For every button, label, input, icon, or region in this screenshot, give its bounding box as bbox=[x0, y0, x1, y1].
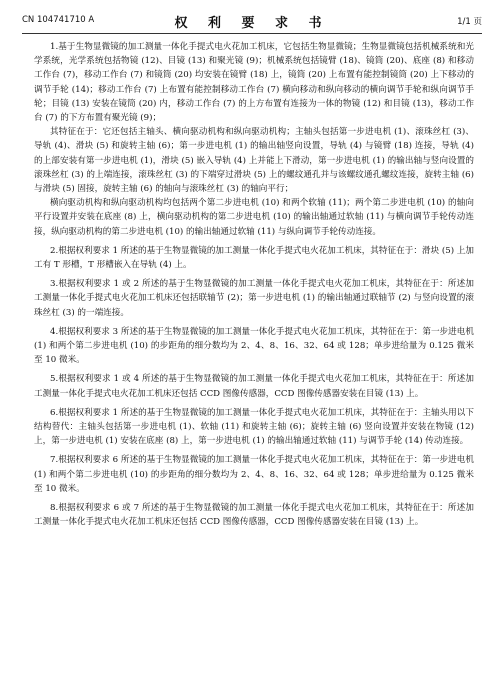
claim-5: 5.根据权利要求 1 或 4 所述的基于生物显微镜的加工测量一体化手提式电火花加工机床，其特征在于：所述加工测量一体化手提式电火花加工机床还包括 CCD 图像传感器，CCD 图像传感器安装在目镜 (13) 上。 bbox=[34, 374, 474, 399]
claim-1-drive-mechanism: 横向驱动机构和纵向驱动机构均包括两个第二步进电机 (10) 和两个软轴 (11)；两个第二步进电机 (10) 的轴向平行设置并安装在底座 (8) 上，横向驱动机构的第二步进电机 (10) 的输出轴通过软轴 (11) 与横向调节手轮传动连接，纵向驱动机构的第二步进电机 (10) 的输出轴通过软轴 (11) 与纵向调节手轮传动连接。 bbox=[34, 198, 474, 237]
claim-1-preamble: 1.基于生物显微镜的加工测量一体化手提式电火花加工机床，它包括生物显微镜；生物显微镜包括机械系统和光学系统，光学系统包括物镜 (12)、目镜 (13) 和聚光镜 (9)；机械系统包括镜臂 (18)、镜筒 (20)、底座 (8) 和移动工作台 (7)，移动工作台 (7) 和镜筒 (20) 均安装在镜臂 (18) 上，镜筒 (20) 上布置有能控制镜筒 (20) 上下移动的调节手轮 (14)；移动工作台 (7) 上布置有能控制移动工作台 (7) 横向移动和纵向移动的横向调节手轮和纵向调节手轮；目镜 (13) 安装在镜筒 (20) 内，移动工作台 (7) 的上方布置有连接为一体的物镜 (12) 和目镜 (13)，移动工作台 (7) 的下方布置有聚光镜 (9)； bbox=[34, 42, 474, 124]
claim-3: 3.根据权利要求 1 或 2 所述的基于生物显微镜的加工测量一体化手提式电火花加工机床，其特征在于：所述加工测量一体化手提式电火花加工机床还包括联轴节 (2)；第一步进电机 (1) 的输出轴通过联轴节 (2) 与竖向设置的滚珠丝杠 (3) 的一端连接。 bbox=[34, 279, 474, 318]
header-divider bbox=[22, 33, 482, 34]
claim-7: 7.根据权利要求 6 所述的基于生物显微镜的加工测量一体化手提式电火花加工机床，其特征在于：第一步进电机 (1) 和两个第二步进电机 (10) 的步距角的细分数均为 2、4、8、16、32、64 或 128；单步进给量为 0.125 微米至 10 微米。 bbox=[34, 455, 474, 494]
document-number: CN 104741710 A bbox=[22, 15, 95, 25]
claim-8: 8.根据权利要求 6 或 7 所述的基于生物显微镜的加工测量一体化手提式电火花加工机床，其特征在于：所述加工测量一体化手提式电火花加工机床还包括 CCD 图像传感器，CCD 图像传感器安装在目镜 (13) 上。 bbox=[34, 503, 474, 528]
page-header bbox=[22, 12, 482, 30]
claim-4: 4.根据权利要求 3 所述的基于生物显微镜的加工测量一体化手提式电火花加工机床，其特征在于：第一步进电机 (1) 和两个第二步进电机 (10) 的步距角的细分数均为 2、4、8、16、32、64 或 128；单步进给量为 0.125 微米至 10 微米。 bbox=[34, 326, 474, 366]
document-title: 权 利 要 求 书 bbox=[174, 16, 330, 31]
claim-1-characterizing: 其特征在于：它还包括主轴头、横向驱动机构和纵向驱动机构；主轴头包括第一步进电机 (1)、滚珠丝杠 (3)、导轨 (4)、滑块 (5) 和旋转主轴 (6)；第一步进电机 (1) 的输出轴竖向设置，导轨 (4) 与镜臂 (18) 连接，导轨 (4) 的上部安装有第一步进电机 (1)，滑块 (5) 嵌入导轨 (4) 上并能上下滑动，第一步进电机 (1) 的输出轴与竖向设置的滚珠丝杠 (3) 的上端连接，滚珠丝杠 (3) 的下端穿过滑块 (5) 上的螺纹通孔并与该螺纹通孔螺纹连接，旋转主轴 (6) 与滑块 (5) 固接，旋转主轴 (6) 的轴向与滚珠丝杠 (3) 的轴向平行； bbox=[34, 127, 474, 195]
claim-6: 6.根据权利要求 1 所述的基于生物显微镜的加工测量一体化手提式电火花加工机床，其特征在于：主轴头用以下结构替代：主轴头包括第一步进电机 (1)、软轴 (11) 和旋转主轴 (6)；旋转主轴 (6) 竖向设置并安装在物镜 (12) 上，第一步进电机 (1) 安装在底座 (8) 上，第一步进电机 (1) 的输出轴通过软轴 (11) 与调节手轮 (14) 传动连接。 bbox=[34, 407, 474, 447]
page-number: 1/1 页 bbox=[457, 17, 482, 27]
claim-2: 2.根据权利要求 1 所述的基于生物显微镜的加工测量一体化手提式电火花加工机床，其特征在于：滑块 (5) 上加工有 T 形槽，T 形槽嵌入在导轨 (4) 上。 bbox=[34, 245, 474, 271]
claims-body bbox=[34, 40, 474, 535]
